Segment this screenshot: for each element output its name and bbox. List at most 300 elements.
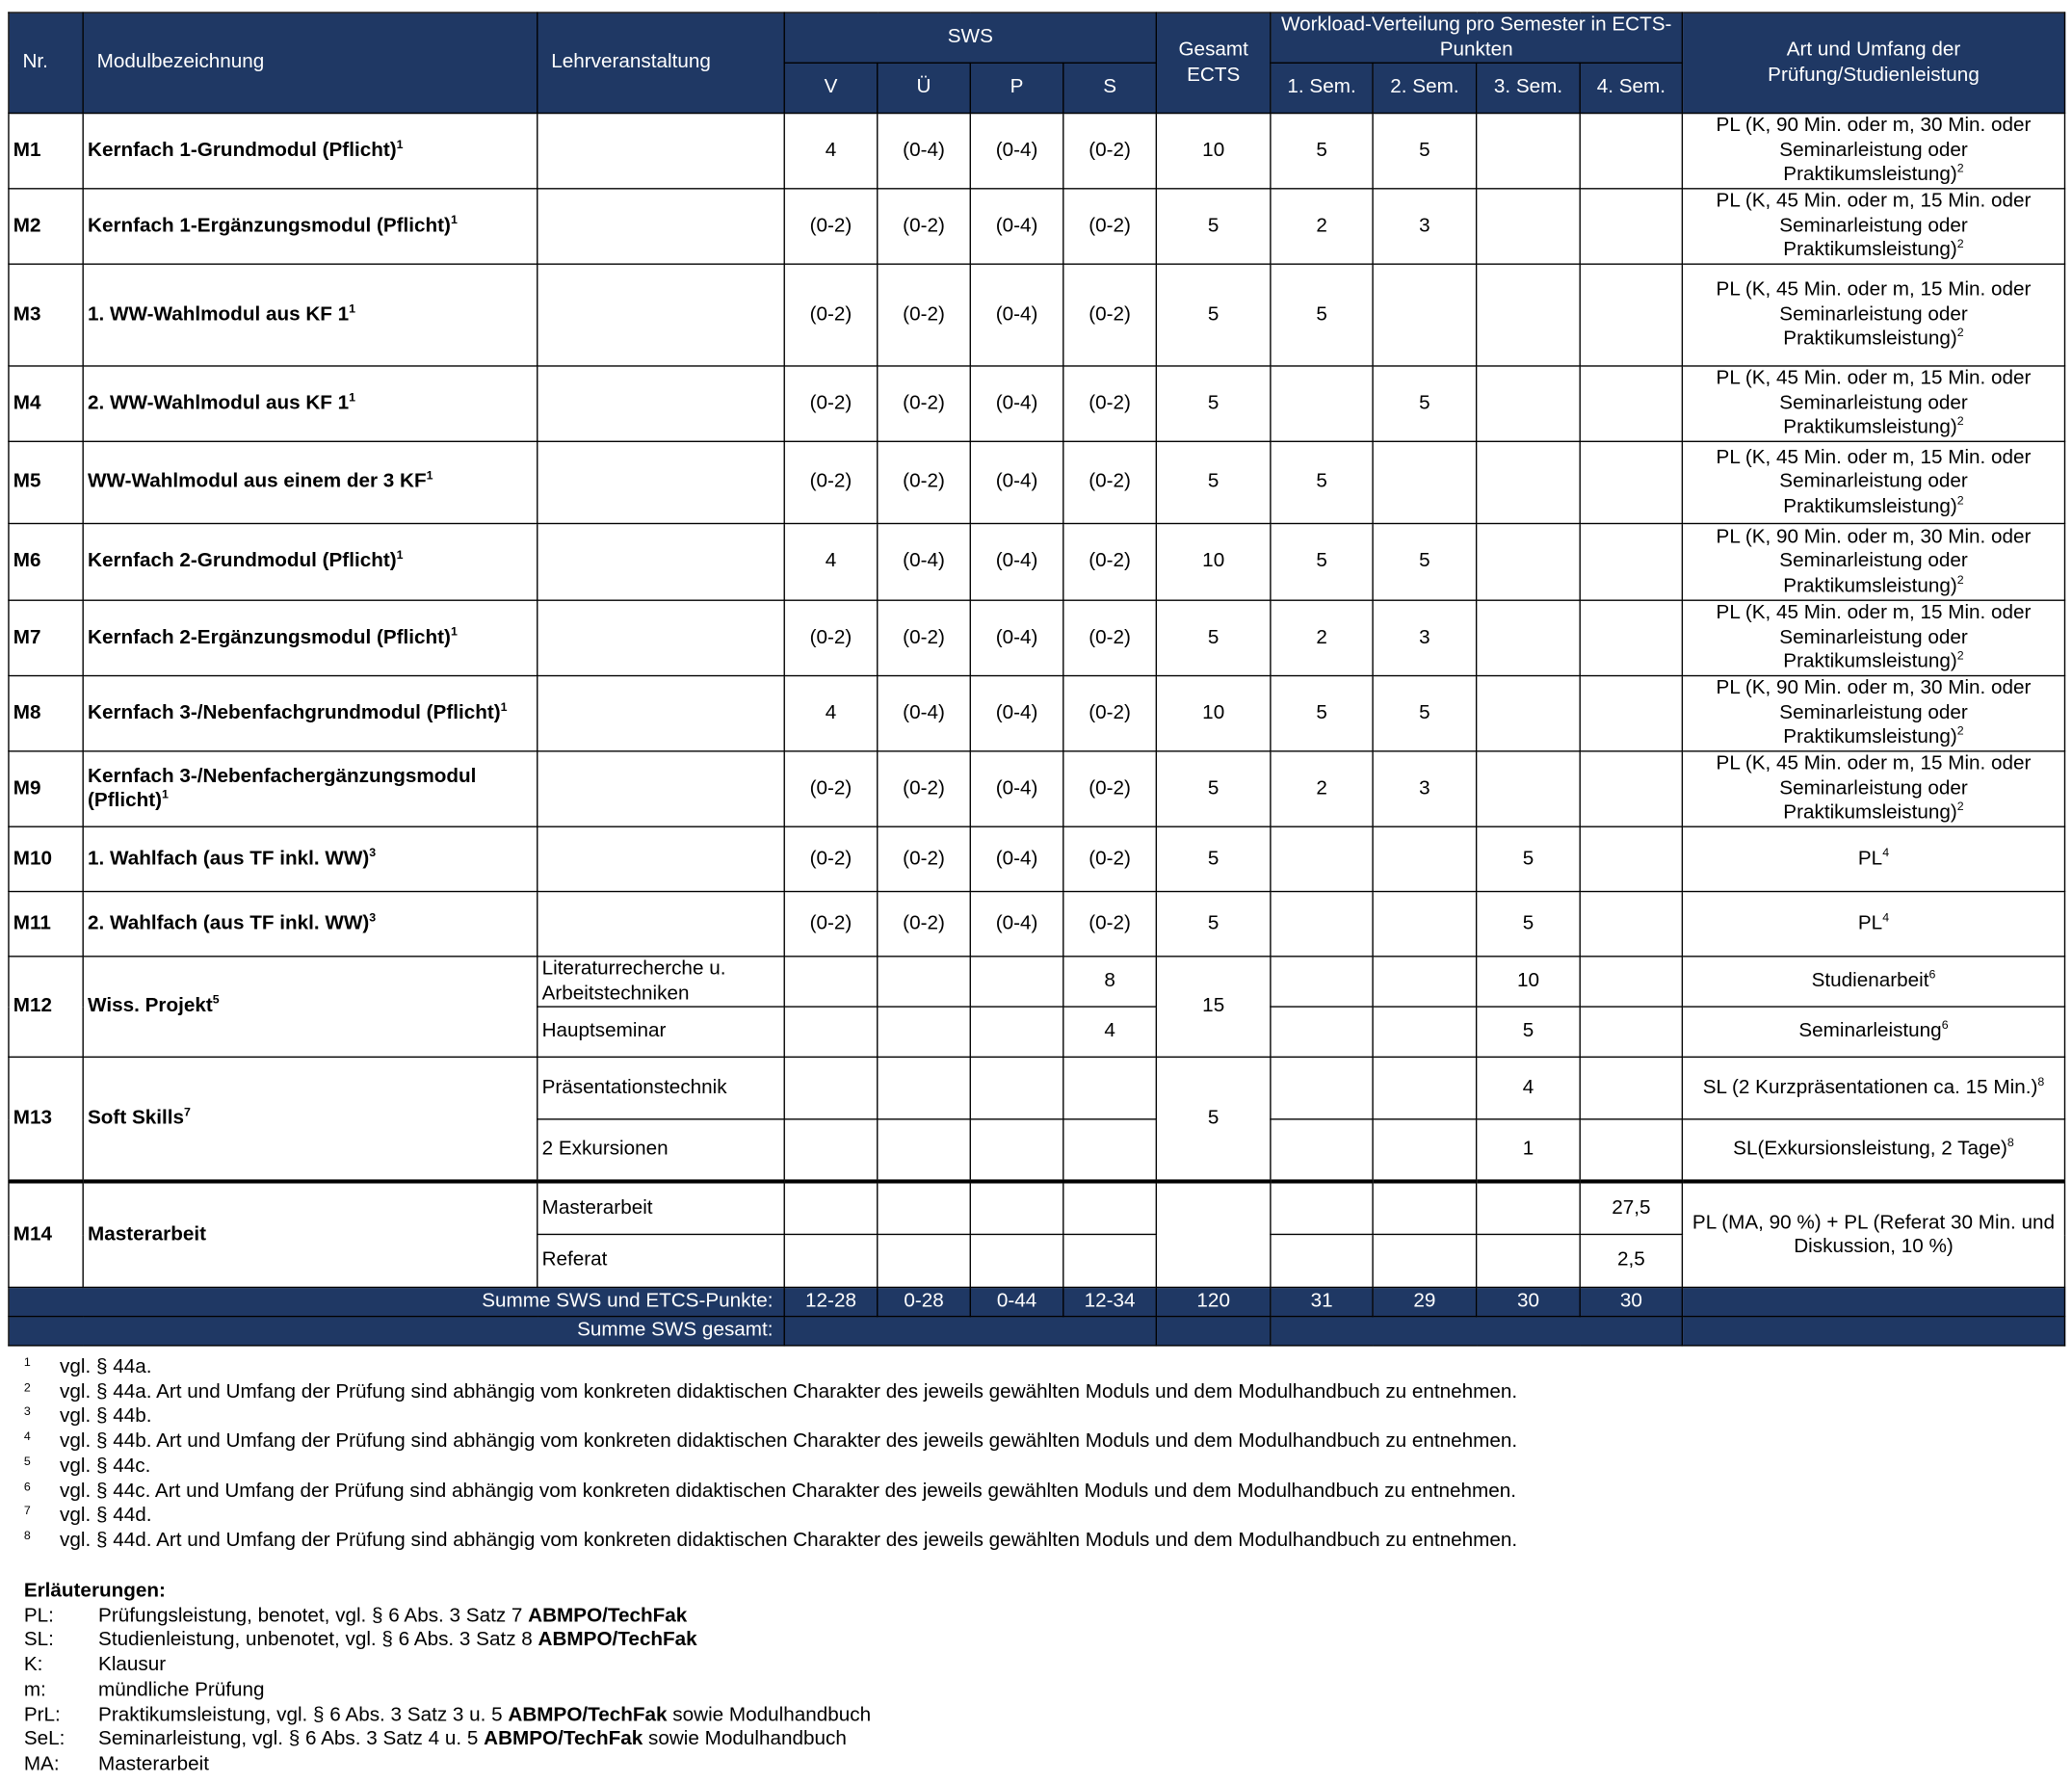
- footnote-text: vgl. § 44c. Art und Umfang der Prüfung sind abhängig vom konkreten didaktischen Charakter des jeweils gewählten Moduls und dem Modulhandbuch zu entnehmen.: [60, 1479, 1517, 1503]
- cell-s4: [1580, 189, 1682, 264]
- header-modul: Modulbezeichnung: [83, 13, 538, 113]
- module-number: M5: [9, 441, 83, 523]
- cell-s2: [1373, 826, 1477, 891]
- cell-text: Kernfach 3-/Nebenfachgrundmodul (Pflicht): [88, 700, 501, 724]
- cell-u: [878, 1057, 971, 1119]
- sum-u: 0-28: [878, 1287, 971, 1316]
- cell-p: [970, 1234, 1063, 1287]
- cell-text: PL (K, 45 Min. oder m, 15 Min. oder Seminarleistung oder Praktikumsleistung): [1716, 189, 2032, 262]
- cell-p: (0-4): [970, 189, 1063, 264]
- abbreviation-desc: Prüfungsleistung, benotet, vgl. § 6 Abs. 3 Satz 7: [98, 1604, 529, 1627]
- cell-ects: 10: [1156, 113, 1271, 188]
- cell-s: [1063, 1057, 1157, 1119]
- abbreviation-text: [98, 1728, 847, 1753]
- header-s: S: [1063, 63, 1157, 113]
- cell-ects: [1156, 1181, 1271, 1287]
- cell-s3: [1477, 676, 1581, 751]
- cell-s4: [1580, 1057, 1682, 1119]
- exam-type: [1682, 189, 2064, 264]
- cell-text: SL(Exkursionsleistung, 2 Tage): [1733, 1137, 2007, 1161]
- cell-s3: [1477, 1234, 1581, 1287]
- footnote-ref: 2: [1956, 493, 1964, 507]
- cell-p: [970, 1119, 1063, 1182]
- header-lehrveranstaltung: Lehrveranstaltung: [538, 13, 784, 113]
- footnote-ref: 1: [396, 137, 404, 151]
- cell-ects: 5: [1156, 892, 1271, 957]
- cell-v: [784, 1181, 878, 1234]
- sum-total-label: Summe SWS gesamt:: [9, 1317, 784, 1346]
- table-row: [9, 751, 2065, 826]
- cell-s3: [1477, 751, 1581, 826]
- exam-type: [1682, 600, 2064, 675]
- module-name: [83, 523, 538, 600]
- header-workload: Workload-Verteilung pro Semester in ECTS-Punkten: [1271, 13, 1682, 63]
- abbreviation-item: [24, 1678, 871, 1703]
- abbreviation-item: [24, 1629, 871, 1654]
- cell-s4: [1580, 1119, 1682, 1182]
- cell-s4: 2,5: [1580, 1234, 1682, 1287]
- cell-s2: [1373, 1234, 1477, 1287]
- footnote-ref: 2: [1956, 326, 1964, 340]
- cell-text: PL (K, 45 Min. oder m, 15 Min. oder Seminarleistung oder Praktikumsleistung): [1716, 366, 2032, 439]
- exam-type: [1682, 523, 2064, 600]
- cell-s1: [1271, 1007, 1373, 1057]
- sum-total-row: [9, 1317, 2065, 1346]
- cell-s3: 10: [1477, 957, 1581, 1007]
- cell-s: [1063, 1119, 1157, 1182]
- cell-u: (0-2): [878, 441, 971, 523]
- footnote-number: 4: [23, 1429, 31, 1444]
- cell-s4: [1580, 600, 1682, 675]
- module-number: M12: [9, 957, 83, 1057]
- cell-s: (0-2): [1063, 600, 1157, 675]
- cell-s4: [1580, 892, 1682, 957]
- footnote-ref: 1: [426, 468, 433, 483]
- cell-text: PL (K, 90 Min. oder m, 30 Min. oder Seminarleistung oder Praktikumsleistung): [1716, 676, 2032, 748]
- cell-u: (0-2): [878, 751, 971, 826]
- abbreviation-rest: sowie Modulhandbuch: [643, 1727, 847, 1750]
- footnote: [24, 1455, 1517, 1480]
- table-row: [9, 523, 2065, 600]
- cell-s: (0-2): [1063, 264, 1157, 366]
- cell-s1: [1271, 1119, 1373, 1182]
- cell-s2: 3: [1373, 189, 1477, 264]
- cell-s3: [1477, 441, 1581, 523]
- cell-u: [878, 1007, 971, 1057]
- cell-text: Kernfach 2-Grundmodul (Pflicht): [88, 549, 397, 572]
- table-row: [9, 441, 2065, 523]
- cell-text: 1. Wahlfach (aus TF inkl. WW): [88, 847, 370, 870]
- table-row: [9, 1057, 2065, 1119]
- lehrveranstaltung-cell: Präsentationstechnik: [538, 1057, 784, 1119]
- header-sem3: 3. Sem.: [1477, 63, 1581, 113]
- sum-row: [9, 1287, 2065, 1316]
- cell-s1: [1271, 826, 1373, 891]
- lehrveranstaltung-cell: [538, 113, 784, 188]
- cell-v: [784, 957, 878, 1007]
- cell-text: PL: [1857, 847, 1883, 870]
- cell-v: 4: [784, 523, 878, 600]
- table-header-row: [9, 13, 2065, 63]
- cell-s2: 5: [1373, 523, 1477, 600]
- exam-type: [1682, 957, 2064, 1007]
- footnote-ref: 2: [1956, 572, 1964, 587]
- footnote: [24, 1529, 1517, 1554]
- footnote-text: vgl. § 44a. Art und Umfang der Prüfung sind abhängig vom konkreten didaktischen Charakter des jeweils gewählten Moduls und dem Modulhandbuch zu entnehmen.: [60, 1379, 1518, 1403]
- footnote-ref: 2: [1956, 724, 1964, 738]
- cell-v: [784, 1007, 878, 1057]
- cell-v: (0-2): [784, 751, 878, 826]
- cell-s1: 2: [1271, 600, 1373, 675]
- abbreviation-ref: ABMPO/TechFak: [528, 1604, 688, 1627]
- cell-s: (0-2): [1063, 523, 1157, 600]
- abbreviation-key: PrL:: [23, 1702, 61, 1726]
- module-number: M13: [9, 1057, 83, 1181]
- cell-s4: [1580, 264, 1682, 366]
- module-number: M6: [9, 523, 83, 600]
- abbreviation-key: PL:: [23, 1604, 54, 1627]
- lehrveranstaltung-cell: [538, 366, 784, 441]
- module-number: M8: [9, 676, 83, 751]
- cell-s: [1063, 1181, 1157, 1234]
- cell-s1: 5: [1271, 441, 1373, 523]
- cell-text: Kernfach 3-/Nebenfachergänzungsmodul (Pflicht): [88, 764, 477, 812]
- abbreviation-text: [98, 1703, 871, 1728]
- cell-text: Kernfach 1-Ergänzungsmodul (Pflicht): [88, 214, 451, 237]
- cell-p: [970, 1057, 1063, 1119]
- module-number: M10: [9, 826, 83, 891]
- explanations-title: Erläuterungen:: [23, 1579, 166, 1602]
- cell-u: (0-2): [878, 189, 971, 264]
- module-number: M2: [9, 189, 83, 264]
- cell-s2: 3: [1373, 751, 1477, 826]
- cell-u: [878, 1234, 971, 1287]
- abbreviation-text: [98, 1678, 264, 1703]
- footnote-text: vgl. § 44a.: [60, 1355, 152, 1378]
- footnotes: [24, 1355, 1517, 1554]
- abbreviation-text: [98, 1604, 687, 1629]
- exam-type: [1682, 366, 2064, 441]
- lehrveranstaltung-cell: Literaturrecherche u. Arbeitstechniken: [538, 957, 784, 1007]
- footnote-ref: 2: [1956, 414, 1964, 429]
- abbreviation-ref: ABMPO/TechFak: [484, 1727, 643, 1750]
- cell-v: 4: [784, 676, 878, 751]
- cell-s3: 4: [1477, 1057, 1581, 1119]
- cell-text: PL (K, 45 Min. oder m, 15 Min. oder Seminarleistung oder Praktikumsleistung): [1716, 445, 2032, 517]
- module-name: [83, 366, 538, 441]
- cell-p: [970, 957, 1063, 1007]
- abbreviation-item: [24, 1703, 871, 1728]
- abbreviation-item: [24, 1728, 871, 1753]
- cell-u: (0-2): [878, 264, 971, 366]
- sum-s4: 30: [1580, 1287, 1682, 1316]
- cell-s2: [1373, 1007, 1477, 1057]
- footnote-ref: 1: [500, 699, 508, 714]
- cell-p: (0-4): [970, 892, 1063, 957]
- abbreviation-ref: ABMPO/TechFak: [538, 1628, 697, 1652]
- exam-type: [1682, 113, 2064, 188]
- cell-v: (0-2): [784, 189, 878, 264]
- cell-text: PL (K, 45 Min. oder m, 15 Min. oder Seminarleistung oder Praktikumsleistung): [1716, 751, 2032, 825]
- cell-p: (0-4): [970, 113, 1063, 188]
- abbreviation-key: m:: [23, 1678, 46, 1701]
- cell-s4: 27,5: [1580, 1181, 1682, 1234]
- sum-total-ects: [1156, 1317, 1271, 1346]
- module-name: [83, 957, 538, 1057]
- module-name: Masterarbeit: [83, 1181, 538, 1287]
- cell-p: [970, 1007, 1063, 1057]
- cell-ects: 5: [1156, 366, 1271, 441]
- footnote-ref: 2: [1956, 237, 1964, 251]
- explanations: [24, 1579, 871, 1777]
- cell-ects: 5: [1156, 600, 1271, 675]
- footnote-text: vgl. § 44d. Art und Umfang der Prüfung sind abhängig vom konkreten didaktischen Charakter des jeweils gewählten Moduls und dem Modulhandbuch zu entnehmen.: [60, 1529, 1518, 1552]
- cell-s4: [1580, 523, 1682, 600]
- cell-u: [878, 1119, 971, 1182]
- footnote-ref: 6: [1928, 967, 1936, 982]
- cell-ects: 5: [1156, 1057, 1271, 1181]
- exam-type: [1682, 1119, 2064, 1182]
- lehrveranstaltung-cell: [538, 892, 784, 957]
- exam-type: PL (MA, 90 %) + PL (Referat 30 Min. und Diskussion, 10 %): [1682, 1181, 2064, 1287]
- cell-text: 1. WW-Wahlmodul aus KF 1: [88, 302, 350, 326]
- abbreviation-key: SL:: [23, 1628, 54, 1652]
- footnote-number: 2: [23, 1379, 31, 1394]
- module-number: M7: [9, 600, 83, 675]
- cell-u: (0-2): [878, 600, 971, 675]
- cell-s: [1063, 1234, 1157, 1287]
- cell-text: Kernfach 1-Grundmodul (Pflicht): [88, 138, 397, 162]
- cell-s1: [1271, 1181, 1373, 1234]
- cell-v: [784, 1057, 878, 1119]
- cell-u: (0-2): [878, 826, 971, 891]
- footnote-text: vgl. § 44b.: [60, 1404, 152, 1428]
- table-row: [9, 113, 2065, 188]
- cell-u: (0-2): [878, 892, 971, 957]
- cell-u: [878, 957, 971, 1007]
- sum-total-sws: [784, 1317, 1156, 1346]
- cell-text: 2. Wahlfach (aus TF inkl. WW): [88, 911, 370, 934]
- cell-s3: 5: [1477, 892, 1581, 957]
- header-sem1: 1. Sem.: [1271, 63, 1373, 113]
- cell-s1: [1271, 957, 1373, 1007]
- abbreviation-item: [24, 1604, 871, 1629]
- cell-u: (0-4): [878, 676, 971, 751]
- footnote-ref: 4: [1882, 910, 1890, 924]
- cell-s1: [1271, 366, 1373, 441]
- module-table: [8, 12, 2065, 1346]
- module-name: [83, 113, 538, 188]
- cell-p: (0-4): [970, 523, 1063, 600]
- exam-type: [1682, 892, 2064, 957]
- abbreviation-key: K:: [23, 1653, 43, 1676]
- cell-s2: 3: [1373, 600, 1477, 675]
- cell-p: [970, 1181, 1063, 1234]
- cell-s4: [1580, 366, 1682, 441]
- abbreviation-key: MA:: [23, 1752, 60, 1775]
- table-row: [9, 892, 2065, 957]
- lehrveranstaltung-cell: [538, 600, 784, 675]
- cell-text: Wiss. Projekt: [88, 994, 213, 1017]
- footnote-ref: 1: [349, 390, 356, 404]
- cell-s3: [1477, 523, 1581, 600]
- cell-text: Kernfach 2-Ergänzungsmodul (Pflicht): [88, 625, 451, 649]
- cell-v: (0-2): [784, 892, 878, 957]
- footnote-number: 3: [23, 1404, 31, 1419]
- sum-art: [1682, 1287, 2064, 1316]
- cell-s3: [1477, 264, 1581, 366]
- footnote-ref: 2: [1956, 800, 1964, 814]
- table-row: [9, 366, 2065, 441]
- footnote-number: 8: [23, 1529, 31, 1542]
- module-name: [83, 441, 538, 523]
- footnote-ref: 1: [450, 212, 458, 226]
- cell-s: 8: [1063, 957, 1157, 1007]
- footnote: [24, 1504, 1517, 1529]
- cell-ects: 5: [1156, 751, 1271, 826]
- sum-ects: 120: [1156, 1287, 1271, 1316]
- footnote-ref: 2: [1956, 161, 1964, 175]
- header-sem4: 4. Sem.: [1580, 63, 1682, 113]
- cell-s2: [1373, 1119, 1477, 1182]
- cell-text: PL: [1857, 911, 1883, 934]
- abbreviation-desc: Studienleistung, unbenotet, vgl. § 6 Abs. 3 Satz 8: [98, 1628, 538, 1652]
- cell-p: (0-4): [970, 676, 1063, 751]
- lehrveranstaltung-cell: [538, 826, 784, 891]
- abbreviation-text: [98, 1629, 697, 1654]
- cell-s1: 5: [1271, 676, 1373, 751]
- cell-p: (0-4): [970, 441, 1063, 523]
- cell-ects: 5: [1156, 826, 1271, 891]
- cell-s: 4: [1063, 1007, 1157, 1057]
- cell-p: (0-4): [970, 751, 1063, 826]
- module-number: M14: [9, 1181, 83, 1287]
- cell-p: (0-4): [970, 366, 1063, 441]
- footnote-ref: 3: [369, 910, 377, 924]
- footnote-text: vgl. § 44b. Art und Umfang der Prüfung sind abhängig vom konkreten didaktischen Charakter des jeweils gewählten Moduls und dem Modulhandbuch zu entnehmen.: [60, 1429, 1518, 1453]
- cell-v: [784, 1234, 878, 1287]
- footnote-ref: 8: [2006, 1136, 2014, 1150]
- abbreviation-item: [24, 1654, 871, 1679]
- sum-s3: 30: [1477, 1287, 1581, 1316]
- header-u: Ü: [878, 63, 971, 113]
- cell-s1: 5: [1271, 523, 1373, 600]
- cell-s: (0-2): [1063, 441, 1157, 523]
- cell-s: (0-2): [1063, 189, 1157, 264]
- footnote-text: vgl. § 44c.: [60, 1454, 151, 1478]
- header-sem2: 2. Sem.: [1373, 63, 1477, 113]
- footnote-text: vgl. § 44d.: [60, 1504, 152, 1527]
- footnote-ref: 3: [369, 845, 377, 859]
- table-row: [9, 676, 2065, 751]
- cell-s2: [1373, 957, 1477, 1007]
- cell-text: SL (2 Kurzpräsentationen ca. 15 Min.): [1702, 1075, 2038, 1099]
- module-name: [83, 751, 538, 826]
- cell-v: (0-2): [784, 826, 878, 891]
- cell-p: (0-4): [970, 826, 1063, 891]
- lehrveranstaltung-cell: Hauptseminar: [538, 1007, 784, 1057]
- footnote-number: 1: [23, 1355, 31, 1369]
- cell-text: PL (K, 45 Min. oder m, 15 Min. oder Seminarleistung oder Praktikumsleistung): [1716, 601, 2032, 673]
- abbreviation-desc: Praktikumsleistung, vgl. § 6 Abs. 3 Satz 3 u. 5: [98, 1702, 509, 1726]
- cell-text: PL (K, 90 Min. oder m, 30 Min. oder Seminarleistung oder Praktikumsleistung): [1716, 114, 2032, 186]
- footnote-ref: 1: [396, 548, 404, 563]
- abbreviation-text: [98, 1752, 209, 1777]
- cell-s3: [1477, 1181, 1581, 1234]
- module-number: M4: [9, 366, 83, 441]
- sum-label: Summe SWS und ETCS-Punkte:: [9, 1287, 784, 1316]
- cell-s2: [1373, 1181, 1477, 1234]
- header-v: V: [784, 63, 878, 113]
- footnote-ref: 8: [2037, 1074, 2045, 1088]
- cell-v: (0-2): [784, 366, 878, 441]
- cell-s2: [1373, 441, 1477, 523]
- sum-p: 0-44: [970, 1287, 1063, 1316]
- module-number: M3: [9, 264, 83, 366]
- lehrveranstaltung-cell: [538, 523, 784, 600]
- footnote: [24, 1405, 1517, 1430]
- footnote-ref: 6: [1941, 1018, 1949, 1032]
- cell-v: (0-2): [784, 441, 878, 523]
- cell-s1: 2: [1271, 751, 1373, 826]
- abbreviation-item: [24, 1752, 871, 1777]
- abbreviation-ref: ABMPO/TechFak: [508, 1702, 668, 1726]
- cell-u: (0-2): [878, 366, 971, 441]
- module-name: [83, 892, 538, 957]
- cell-s4: [1580, 826, 1682, 891]
- footnote-number: 7: [23, 1504, 31, 1518]
- cell-s4: [1580, 676, 1682, 751]
- cell-text: Seminarleistung: [1798, 1019, 1942, 1042]
- cell-text: 2. WW-Wahlmodul aus KF 1: [88, 391, 350, 414]
- lehrveranstaltung-cell: [538, 676, 784, 751]
- exam-type: [1682, 826, 2064, 891]
- abbreviation-key: SeL:: [23, 1727, 66, 1750]
- cell-v: (0-2): [784, 600, 878, 675]
- footnote-ref: 1: [450, 624, 458, 639]
- cell-s3: [1477, 113, 1581, 188]
- cell-p: (0-4): [970, 264, 1063, 366]
- cell-s3: 5: [1477, 1007, 1581, 1057]
- cell-text: Soft Skills: [88, 1106, 185, 1129]
- table-row: [9, 957, 2065, 1007]
- sum-total-workload: [1271, 1317, 1682, 1346]
- cell-text: Studienarbeit: [1811, 969, 1929, 992]
- cell-s3: 5: [1477, 826, 1581, 891]
- footnote: [24, 1480, 1517, 1505]
- header-art: Art und Umfang der Prüfung/Studienleistung: [1682, 13, 2064, 113]
- cell-s1: 5: [1271, 113, 1373, 188]
- cell-text: WW-Wahlmodul aus einem der 3 KF: [88, 470, 427, 493]
- cell-s4: [1580, 1007, 1682, 1057]
- cell-s2: [1373, 892, 1477, 957]
- exam-type: [1682, 264, 2064, 366]
- cell-ects: 5: [1156, 189, 1271, 264]
- sum-v: 12-28: [784, 1287, 878, 1316]
- module-number: M9: [9, 751, 83, 826]
- lehrveranstaltung-cell: [538, 189, 784, 264]
- footnote-ref: 1: [349, 301, 356, 315]
- cell-s: (0-2): [1063, 751, 1157, 826]
- cell-text: PL (K, 45 Min. oder m, 15 Min. oder Seminarleistung oder Praktikumsleistung): [1716, 277, 2032, 351]
- cell-s4: [1580, 113, 1682, 188]
- module-number: M11: [9, 892, 83, 957]
- cell-s3: [1477, 600, 1581, 675]
- table-row: [9, 264, 2065, 366]
- exam-type: [1682, 751, 2064, 826]
- lehrveranstaltung-cell: Masterarbeit: [538, 1181, 784, 1234]
- cell-u: (0-4): [878, 523, 971, 600]
